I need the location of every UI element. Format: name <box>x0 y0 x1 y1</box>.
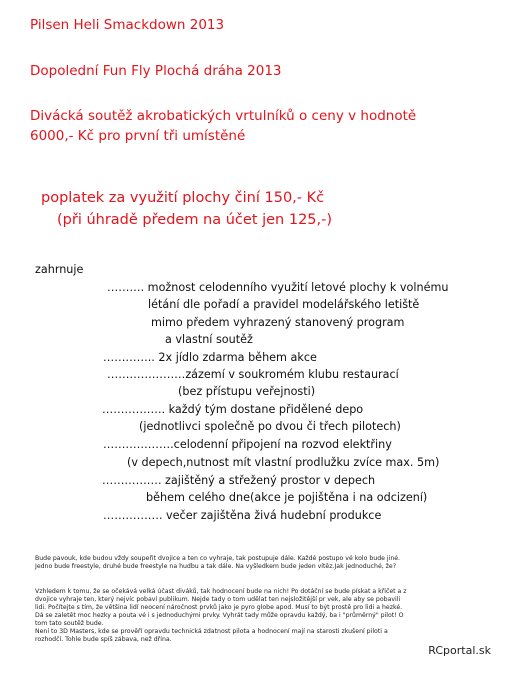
fee-line-1: poplatek za využití plochy činí 150,- Kč <box>41 190 325 206</box>
include-line: ……………. zajištěný a střežený prostor v depech <box>102 474 376 487</box>
small-print-line: Bude pavouk, kde budou vždy soupeřit dvojice a ten co vyhraje, tak postupuje dále. Každé postupo vé kolo bude jiné. <box>35 555 401 562</box>
small-print-line: Dá se zaletět moc hezky a pouta vé i s jednoduchými prvky. Vyhrát tady může opravdu každý, ba i "průměrný" pilot! O <box>35 612 404 619</box>
include-line: létání dle pořadí a pravidel modelářského letiště <box>148 298 420 311</box>
include-line: během celého dne(akce je pojištěna i na odcizení) <box>146 491 428 504</box>
contest-line-1: Divácká soutěž akrobatických vrtulníků o ceny v hodnotě <box>30 108 417 124</box>
include-line: …………….. každý tým dostane přidělené depo <box>102 403 364 416</box>
include-line: (v depech,nutnost mít vlastní prodlužku zvíce max. 5m) <box>127 456 440 469</box>
small-print-line: dvojice vyhraje ten, který nejvíc pobaví publikum. Nejde tady o tom udělat ten nejsložitější pr vek, ale aby se pobavili <box>35 596 401 603</box>
event-subtitle: Dopolední Fun Fly Plochá dráha 2013 <box>30 63 282 79</box>
fee-line-2: (při úhradě předem na účet jen 125,-) <box>57 212 333 228</box>
small-print-line: Jedno bude freestyle, druhé bude freestyle na hudbu a tak dále. Na vyšledkem bude jeden vítěz.Jak jednoduché, že? <box>35 563 397 570</box>
event-title: Pilsen Heli Smackdown 2013 <box>30 17 225 33</box>
contest-line-2: 6000,- Kč pro první tři umístěné <box>30 128 246 144</box>
include-line: (bez přístupu veřejnosti) <box>178 385 316 398</box>
small-print-line: lidi. Počítejte s tím, že většina lidí neocení náročnost prvků jako je pyro globe apod. Musí to být prostě pro lidi a hezké. <box>35 604 403 611</box>
small-print-line: Vzhledem k tomu, že se očekává velká účast diváků, tak hodnocení bude na nich! Po dotáční se bude pískat a křičet a z <box>35 588 407 595</box>
include-line: …………………zázemí v soukromém klubu restaurací <box>107 368 399 381</box>
small-print-line: rozhodčí. Tohle bude spíš zábava, než dřina. <box>35 636 172 643</box>
include-line: (jednotlivci společně po dvou či třech pilotech) <box>139 420 401 433</box>
include-line: ……………. večer zajištěna živá hudební produkce <box>103 509 382 522</box>
include-line: a vlastní soutěž <box>165 333 253 346</box>
small-print-line: Není to 3D Masters, kde se prověří opravdu technická zdatnost pilota a hodnocení mají na starosti zkušení piloti a <box>35 628 388 635</box>
watermark: RCportal.sk <box>428 644 491 657</box>
include-line: ………. možnost celodenního využití letové plochy k volnému <box>107 281 449 294</box>
include-line: ………….. 2x jídlo zdarma během akce <box>103 351 317 364</box>
include-line: mimo předem vyhrazený stanovený program <box>151 316 405 329</box>
include-line: ……………….celodenní připojení na rozvod elektřiny <box>103 438 392 451</box>
includes-label: zahrnuje <box>35 263 84 276</box>
small-print-line: tom tato soutěž bude. <box>35 620 104 627</box>
